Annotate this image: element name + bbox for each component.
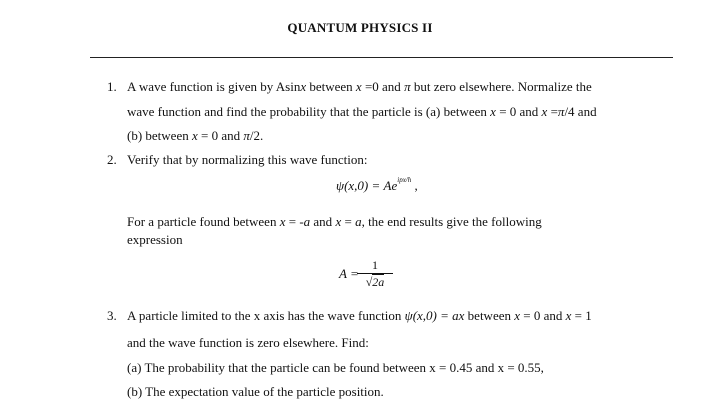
question-2-paragraph-1: For a particle found between x = -a and x = a, the end results give the following <box>127 214 542 229</box>
question-2-paragraph-2: expression <box>127 232 183 247</box>
wave-function-equation: $\psi(x,0) = Ae^{ipx/ħ}$ , <box>336 175 418 193</box>
normalization-fraction <box>357 258 393 290</box>
question-1-line-3: (b) between x = 0 and π/2. <box>127 128 264 143</box>
question-3-line-2: and the wave function is zero elsewhere. Find: <box>127 335 369 350</box>
question-1-number: 1. <box>107 79 117 94</box>
page-title: QUANTUM PHYSICS II <box>287 20 433 35</box>
question-1-line-2: wave function and find the probability that the particle is (a) between x = 0 and x =π/4 and <box>127 104 597 119</box>
question-1-line-1: A wave function is given by Asinx between x =0 and π but zero elsewhere. Normalize the <box>127 79 592 94</box>
question-2-number: 2. <box>107 152 117 167</box>
question-3-part-a: (a) The probability that the particle can be found between x = 0.45 and x = 0.55, <box>127 360 544 375</box>
title-divider <box>90 57 673 58</box>
question-2-intro: Verify that by normalizing this wave function: <box>127 152 368 167</box>
question-3-line-1: A particle limited to the x axis has the wave function ψ(x,0) = ax between x = 0 and x = 1 <box>127 308 592 323</box>
normalization-constant-lhs: A = <box>339 266 359 281</box>
fraction-denominator: √2a <box>365 275 385 289</box>
question-3-number: 3. <box>107 308 117 323</box>
fraction-numerator: 1 <box>372 258 378 272</box>
question-3-part-b: (b) The expectation value of the particle position. <box>127 384 384 399</box>
